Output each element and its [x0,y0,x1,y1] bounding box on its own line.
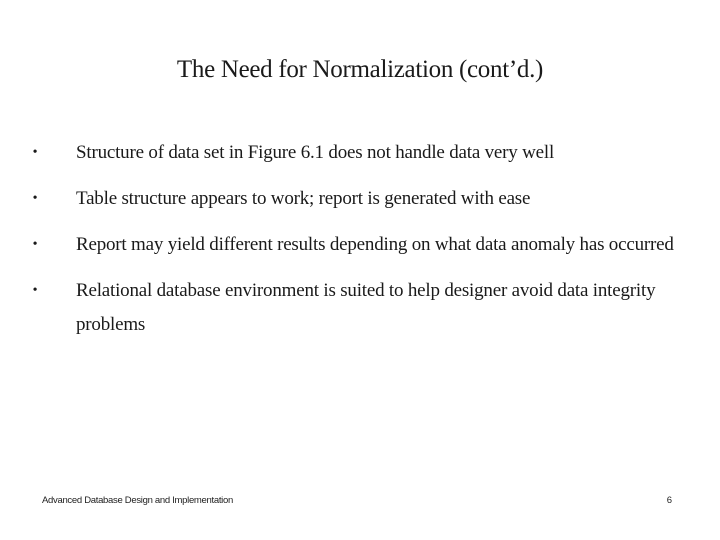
bullet-icon: • [32,237,38,252]
footer-page-number: 6 [666,495,672,506]
bullet-item [28,136,678,170]
bullet-item [28,274,678,342]
bullet-icon: • [32,283,38,298]
bullet-item [28,228,678,262]
bullet-text: Structure of data set in Figure 6.1 does not handle data very well [76,142,555,163]
bullet-icon: • [32,145,38,160]
bullet-item [28,182,678,216]
bullet-text: Report may yield different results depending on what data anomaly has occurred [76,234,674,255]
bullet-text: Table structure appears to work; report is generated with ease [76,188,531,209]
footer-course-title: Advanced Database Design and Implementation [42,495,233,506]
bullet-text: Relational database environment is suited to help designer avoid data integrity problems [76,280,656,335]
bullet-list [28,136,678,354]
slide-title: The Need for Normalization (cont’d.) [176,56,544,83]
bullet-icon: • [32,191,38,206]
